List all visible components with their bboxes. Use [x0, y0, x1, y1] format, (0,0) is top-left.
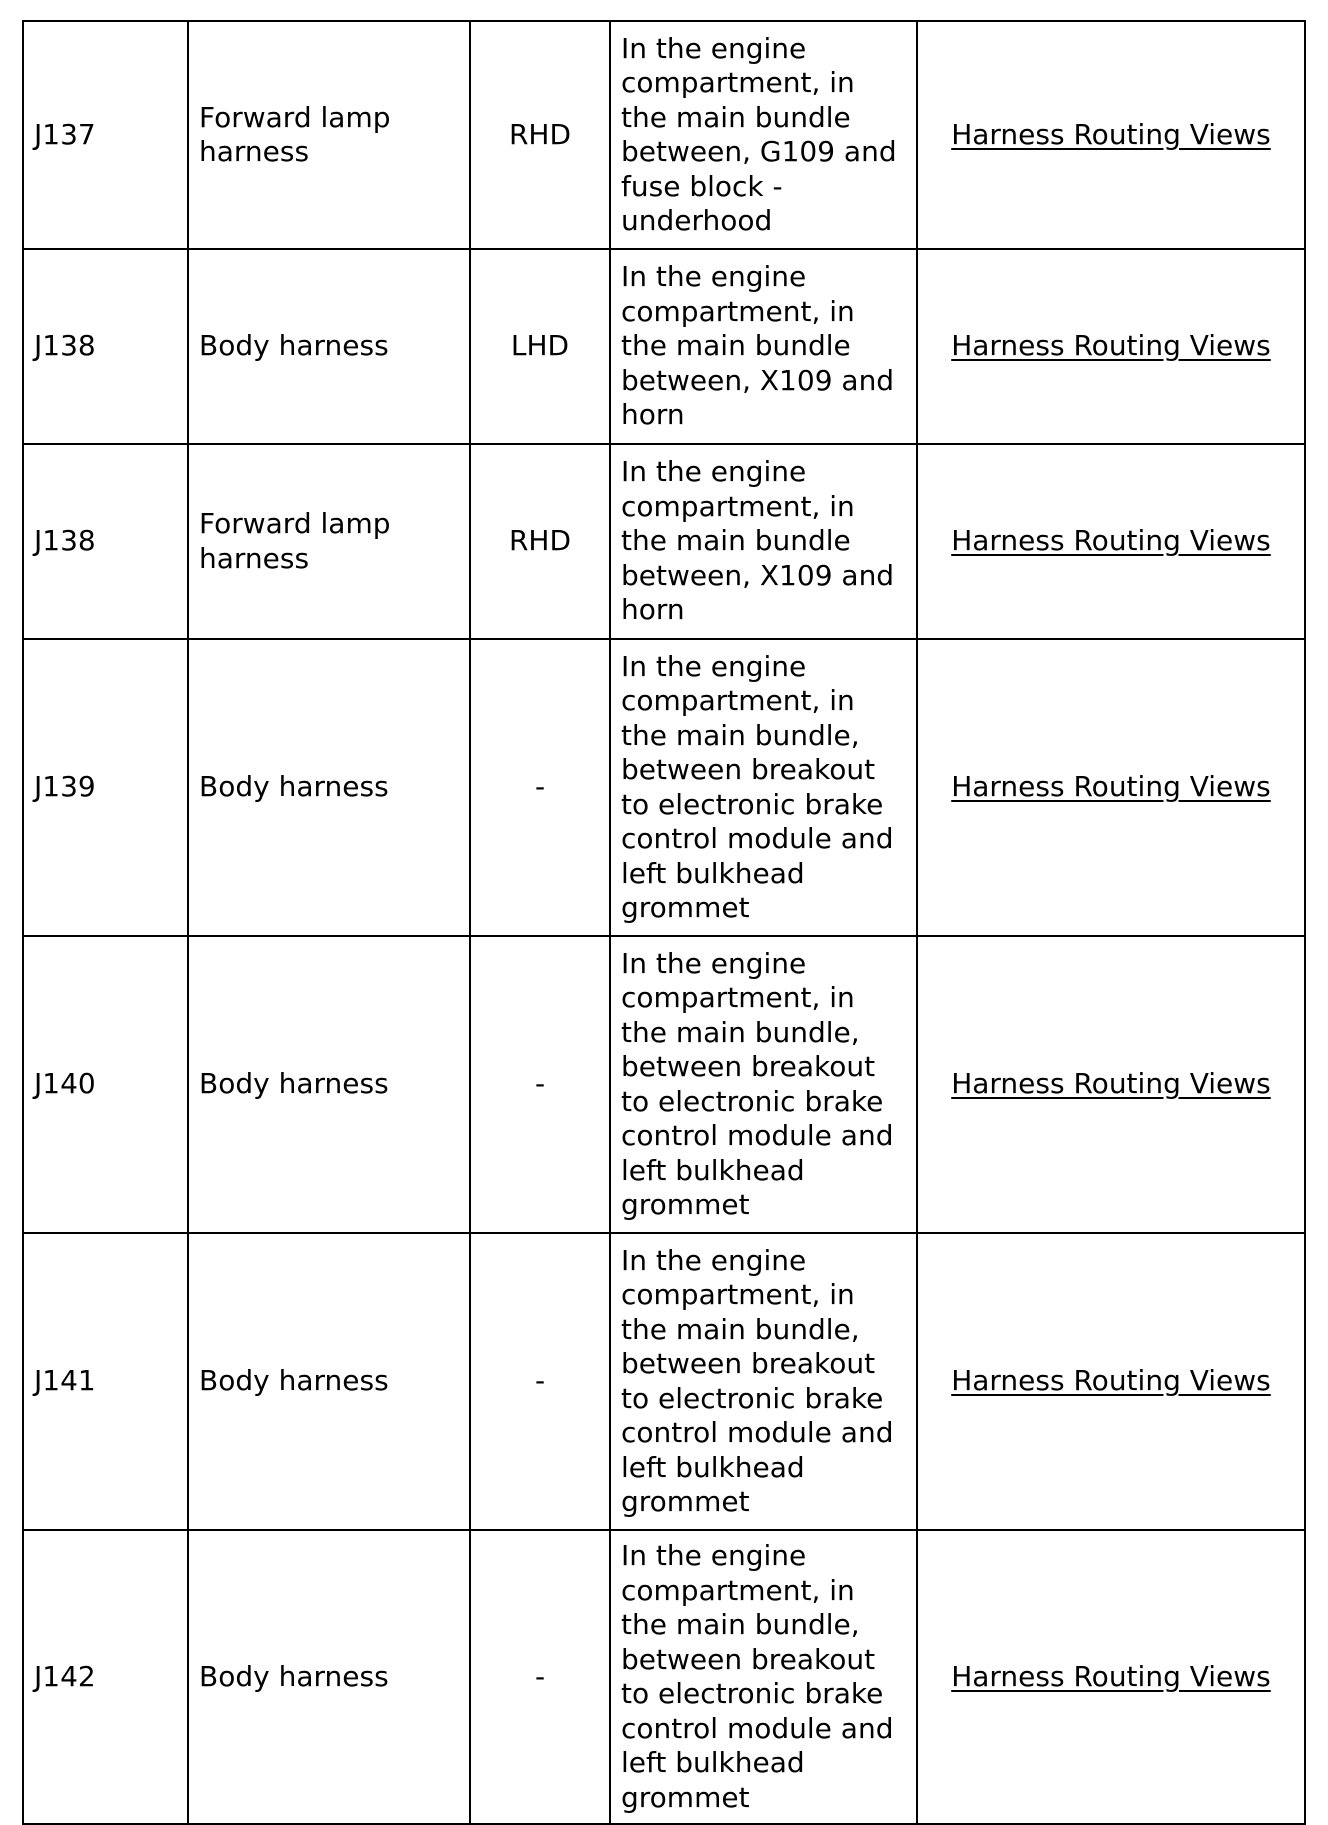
- splice-location: In the engine compartment, in the main bundle, between breakout to electronic brake control module and left bulkhead grommet: [610, 1530, 917, 1824]
- table-row: [23, 249, 1305, 444]
- routing-cell: [917, 21, 1305, 249]
- splice-id: J141: [23, 1233, 188, 1530]
- drive-variant: -: [470, 936, 610, 1233]
- splice-location: In the engine compartment, in the main bundle between, G109 and fuse block - underhood: [610, 21, 917, 249]
- routing-cell: [917, 1530, 1305, 1824]
- table-row: [23, 1530, 1305, 1824]
- harness-routing-views-link[interactable]: Harness Routing Views: [951, 1659, 1271, 1693]
- harness-name: Forward lamp harness: [188, 21, 470, 249]
- splice-location: In the engine compartment, in the main bundle between, X109 and horn: [610, 249, 917, 444]
- harness-routing-views-link[interactable]: Harness Routing Views: [951, 1067, 1271, 1101]
- drive-variant: -: [470, 1233, 610, 1530]
- harness-name: Body harness: [188, 1233, 470, 1530]
- splice-pack-table: [22, 20, 1306, 1825]
- drive-variant: RHD: [470, 21, 610, 249]
- splice-location: In the engine compartment, in the main bundle, between breakout to electronic brake control module and left bulkhead grommet: [610, 1233, 917, 1530]
- harness-name: Forward lamp harness: [188, 444, 470, 639]
- harness-routing-views-link[interactable]: Harness Routing Views: [951, 770, 1271, 804]
- harness-routing-views-link[interactable]: Harness Routing Views: [951, 117, 1271, 151]
- splice-location: In the engine compartment, in the main bundle, between breakout to electronic brake control module and left bulkhead grommet: [610, 639, 917, 936]
- table-row: [23, 936, 1305, 1233]
- routing-cell: [917, 1233, 1305, 1530]
- splice-id: J142: [23, 1530, 188, 1824]
- splice-id: J138: [23, 444, 188, 639]
- table-row: [23, 1233, 1305, 1530]
- harness-name: Body harness: [188, 936, 470, 1233]
- table-row: [23, 639, 1305, 936]
- drive-variant: -: [470, 1530, 610, 1824]
- routing-cell: [917, 249, 1305, 444]
- harness-routing-views-link[interactable]: Harness Routing Views: [951, 1364, 1271, 1398]
- splice-id: J140: [23, 936, 188, 1233]
- drive-variant: RHD: [470, 444, 610, 639]
- splice-location: In the engine compartment, in the main bundle, between breakout to electronic brake control module and left bulkhead grommet: [610, 936, 917, 1233]
- splice-location: In the engine compartment, in the main bundle between, X109 and horn: [610, 444, 917, 639]
- splice-id: J139: [23, 639, 188, 936]
- drive-variant: -: [470, 639, 610, 936]
- harness-routing-views-link[interactable]: Harness Routing Views: [951, 329, 1271, 363]
- routing-cell: [917, 444, 1305, 639]
- harness-routing-views-link[interactable]: Harness Routing Views: [951, 524, 1271, 558]
- harness-name: Body harness: [188, 249, 470, 444]
- splice-id: J138: [23, 249, 188, 444]
- splice-id: J137: [23, 21, 188, 249]
- routing-cell: [917, 639, 1305, 936]
- routing-cell: [917, 936, 1305, 1233]
- harness-name: Body harness: [188, 639, 470, 936]
- table-row: [23, 444, 1305, 639]
- harness-name: Body harness: [188, 1530, 470, 1824]
- table-row: [23, 21, 1305, 249]
- drive-variant: LHD: [470, 249, 610, 444]
